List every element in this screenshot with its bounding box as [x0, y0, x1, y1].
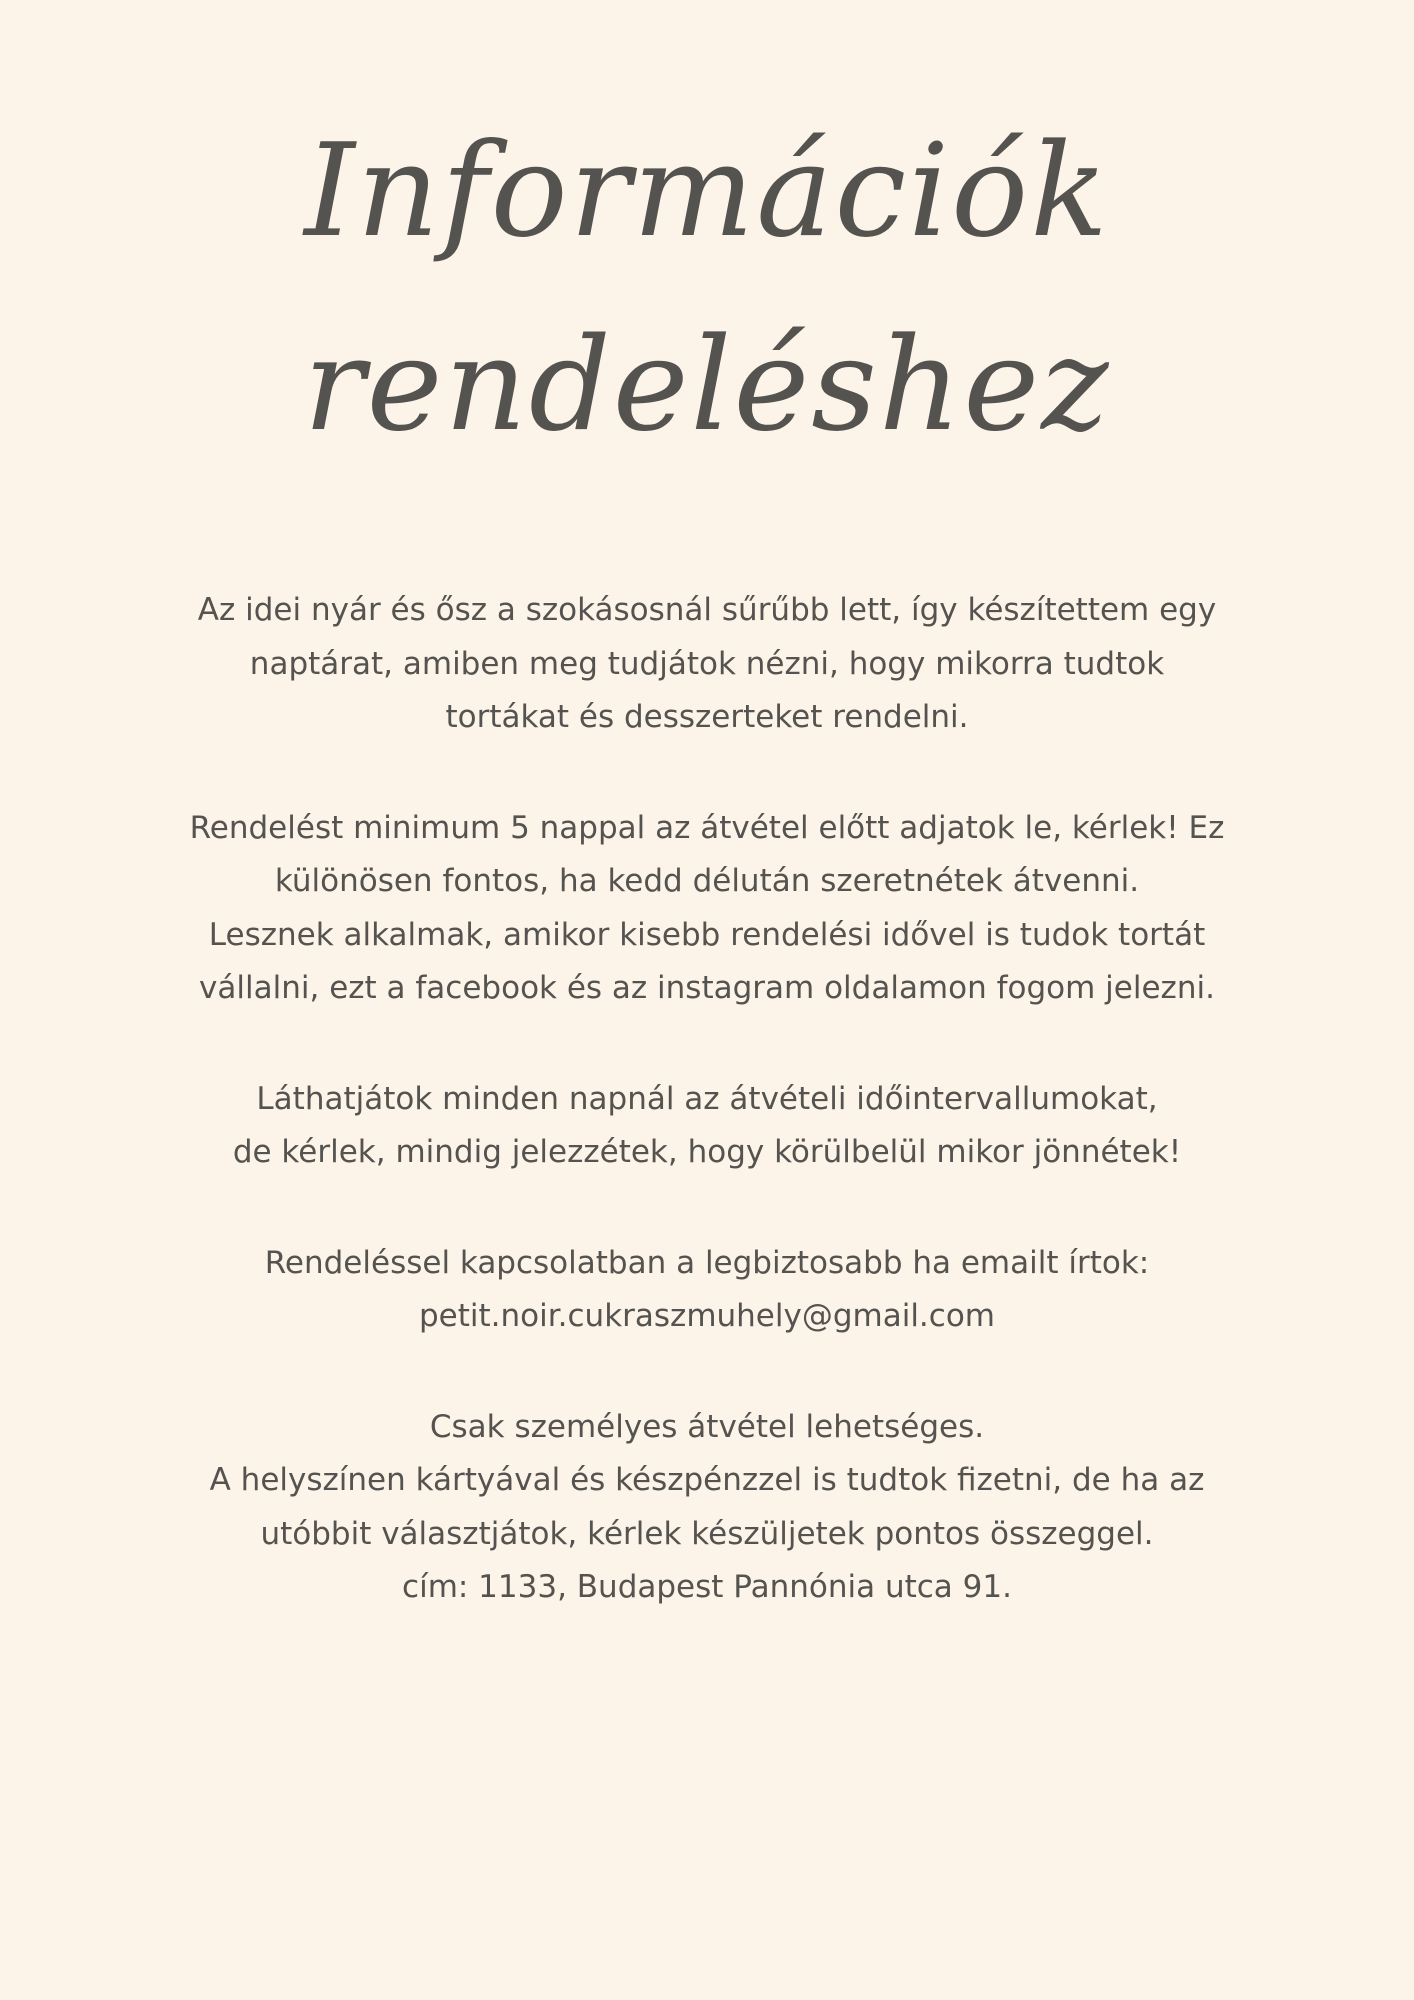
email-address: petit.noir.cukraszmuhely@gmail.com — [419, 1298, 995, 1334]
text-line: Lesznek alkalmak, amikor kisebb rendelési idővel is tudok tortát — [208, 916, 1206, 953]
paragraph-order-deadline — [130, 802, 1284, 1016]
info-content — [130, 584, 1284, 1672]
text-line: különösen fontos, ha kedd délután szeretnétek átvenni. — [274, 863, 1140, 899]
text-line: Csak személyes átvétel lehetséges. — [429, 1408, 985, 1445]
address-line: cím: 1133, Budapest Pannónia utca 91. — [402, 1569, 1012, 1605]
text-line: Az idei nyár és ősz a szokásosnál sűrűbb lett, így készítettem egy — [197, 592, 1217, 628]
text-line: de kérlek, mindig jelezzétek, hogy körülbelül mikor jönnétek! — [232, 1134, 1182, 1170]
page-title-line-2: rendeléshez — [303, 311, 1111, 460]
text-line: A helyszínen kártyával és készpénzzel is tudtok fizetni, de ha az — [209, 1462, 1205, 1498]
text-line: naptárat, amiben meg tudjátok nézni, hogy mikorra tudtok — [249, 645, 1165, 682]
paragraph-contact-email — [130, 1237, 1284, 1344]
paragraph-pickup-payment — [130, 1401, 1284, 1615]
text-line: Láthatjátok minden napnál az átvételi időintervallumokat, — [256, 1080, 1158, 1117]
text-line: Rendelést minimum 5 nappal az átvétel előtt adjatok le, kérlek! Ez — [189, 809, 1225, 846]
paragraph-calendar-intro — [130, 584, 1284, 745]
text-line: utóbbit választjátok, kérlek készüljetek pontos összeggel. — [260, 1515, 1154, 1552]
text-line: tortákat és desszerteket rendelni. — [445, 699, 969, 735]
page-title-line-1: Információk — [304, 117, 1110, 266]
text-line: Rendeléssel kapcsolatban a legbiztosabb ha emailt írtok: — [264, 1244, 1150, 1281]
text-line: vállalni, ezt a facebook és az instagram oldalamon fogom jelezni. — [199, 970, 1215, 1006]
paragraph-pickup-times — [130, 1073, 1284, 1180]
